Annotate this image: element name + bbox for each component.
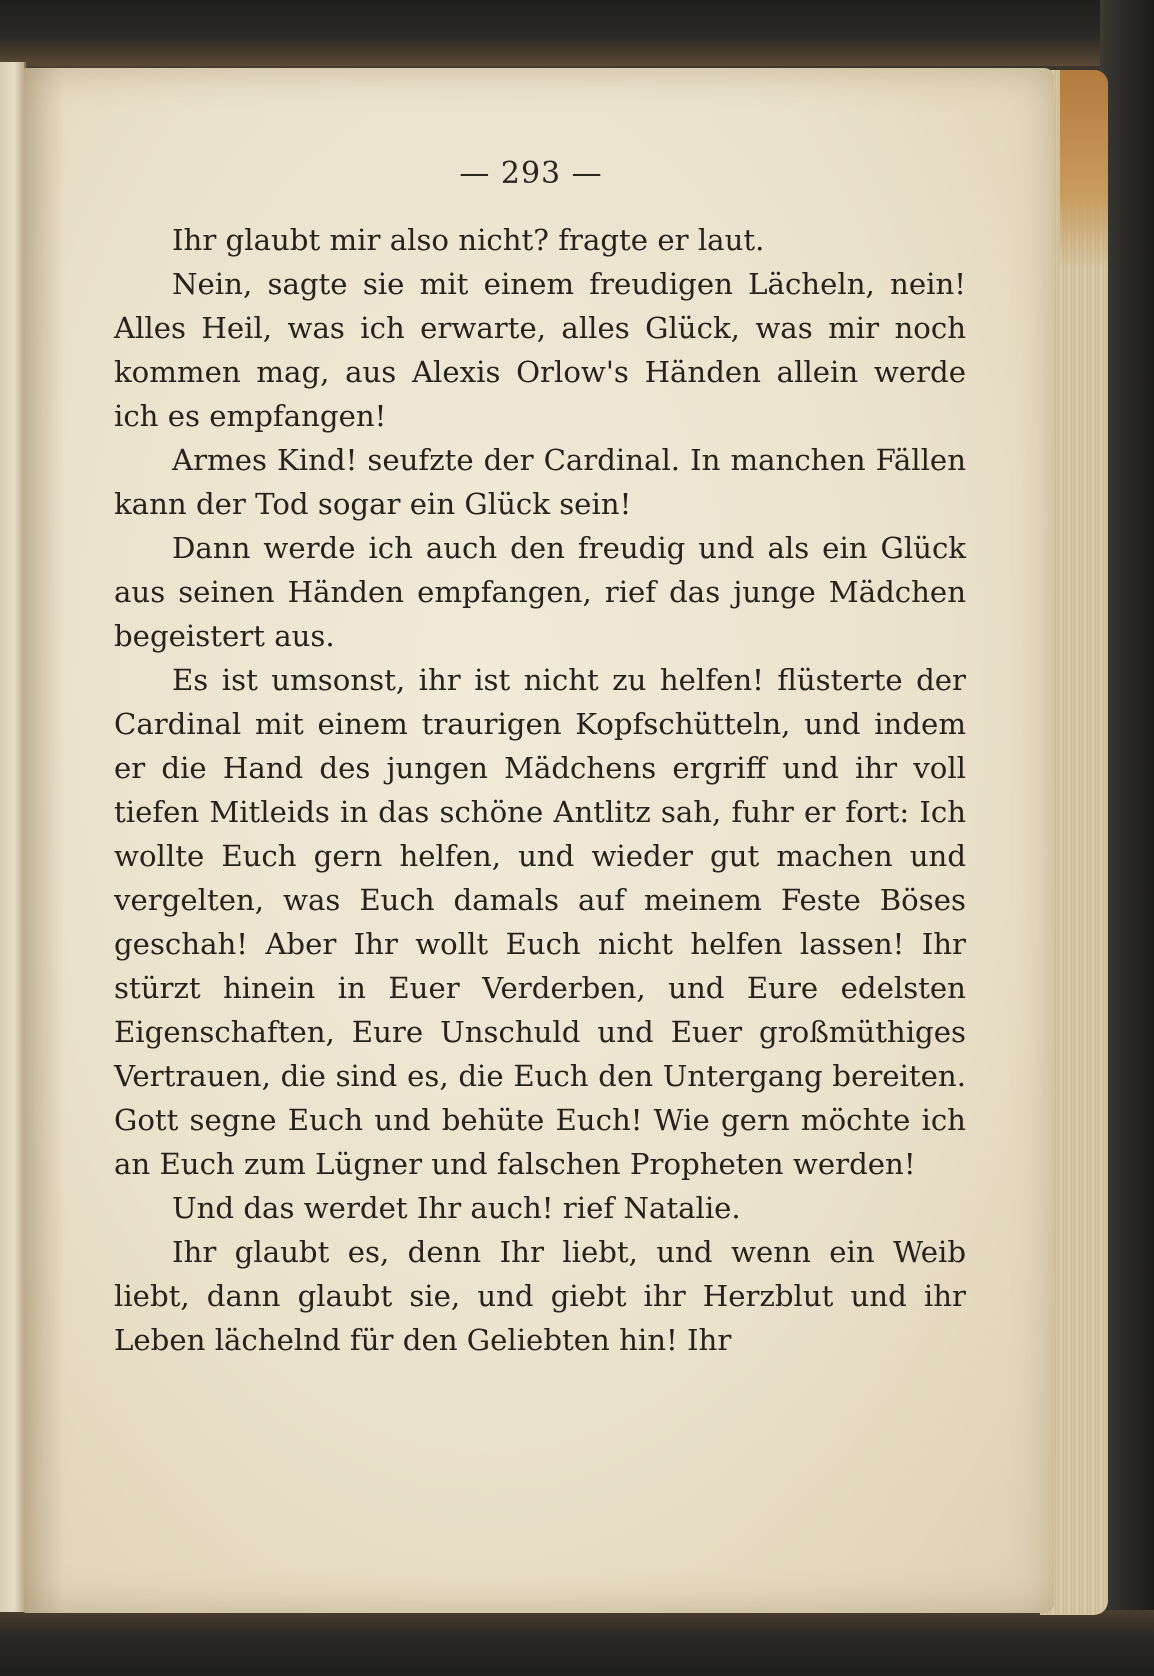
paragraph: Ihr glaubt es, denn Ihr liebt, und wenn ein Weib liebt, dann glaubt sie, und giebt ihr Herzblut und ihr Leben lächelnd für den Geliebten hin! Ihr (114, 1235, 966, 1357)
book-page (24, 68, 1054, 1613)
page-number: — 293 — (459, 156, 603, 191)
paragraph: Und das werdet Ihr auch! rief Natalie. (172, 1191, 741, 1225)
paragraph: Dann werde ich auch den freudig und als ein Glück aus seinen Händen empfangen, rief das junge Mädchen begeistert aus. (114, 531, 966, 653)
body-text (114, 218, 966, 1362)
paragraph: Armes Kind! seufzte der Cardinal. In manchen Fällen kann der Tod sogar ein Glück sein! (114, 443, 966, 521)
book-cover-bottom-edge (0, 1610, 1154, 1676)
paragraph: Nein, sagte sie mit einem freudigen Lächeln, nein! Alles Heil, was ich erwarte, alles Glück, was mir noch kommen mag, aus Alexis Orlow's Händen allein werde ich es empfangen! (114, 267, 966, 433)
book-cover-top-edge (0, 0, 1154, 66)
paragraph: Ihr glaubt mir also nicht? fragte er laut. (172, 223, 765, 257)
facing-page-edge (0, 62, 26, 1612)
paragraph: Es ist umsonst, ihr ist nicht zu helfen! flüsterte der Cardinal mit einem traurigen Kopfschütteln, und indem er die Hand des jungen Mädchens ergriff und ihr voll tiefen Mitleids in das schöne Antlitz sah, fuhr er fort: Ich wollte Euch gern helfen, und wieder gut machen und vergelten, was Euch damals auf meinem Feste Böses geschah! Aber Ihr wollt Euch nicht helfen lassen! Ihr stürzt hinein in Euer Verderben, und Eure edelsten Eigenschaften, Eure Unschuld und Euer großmüthiges Vertrauen, die sind es, die Euch den Untergang bereiten. Gott segne Euch und behüte Euch! Wie gern möchte ich an Euch zum Lügner und falschen Propheten werden! (114, 663, 966, 1181)
book-cover-right-edge (1100, 0, 1154, 1676)
